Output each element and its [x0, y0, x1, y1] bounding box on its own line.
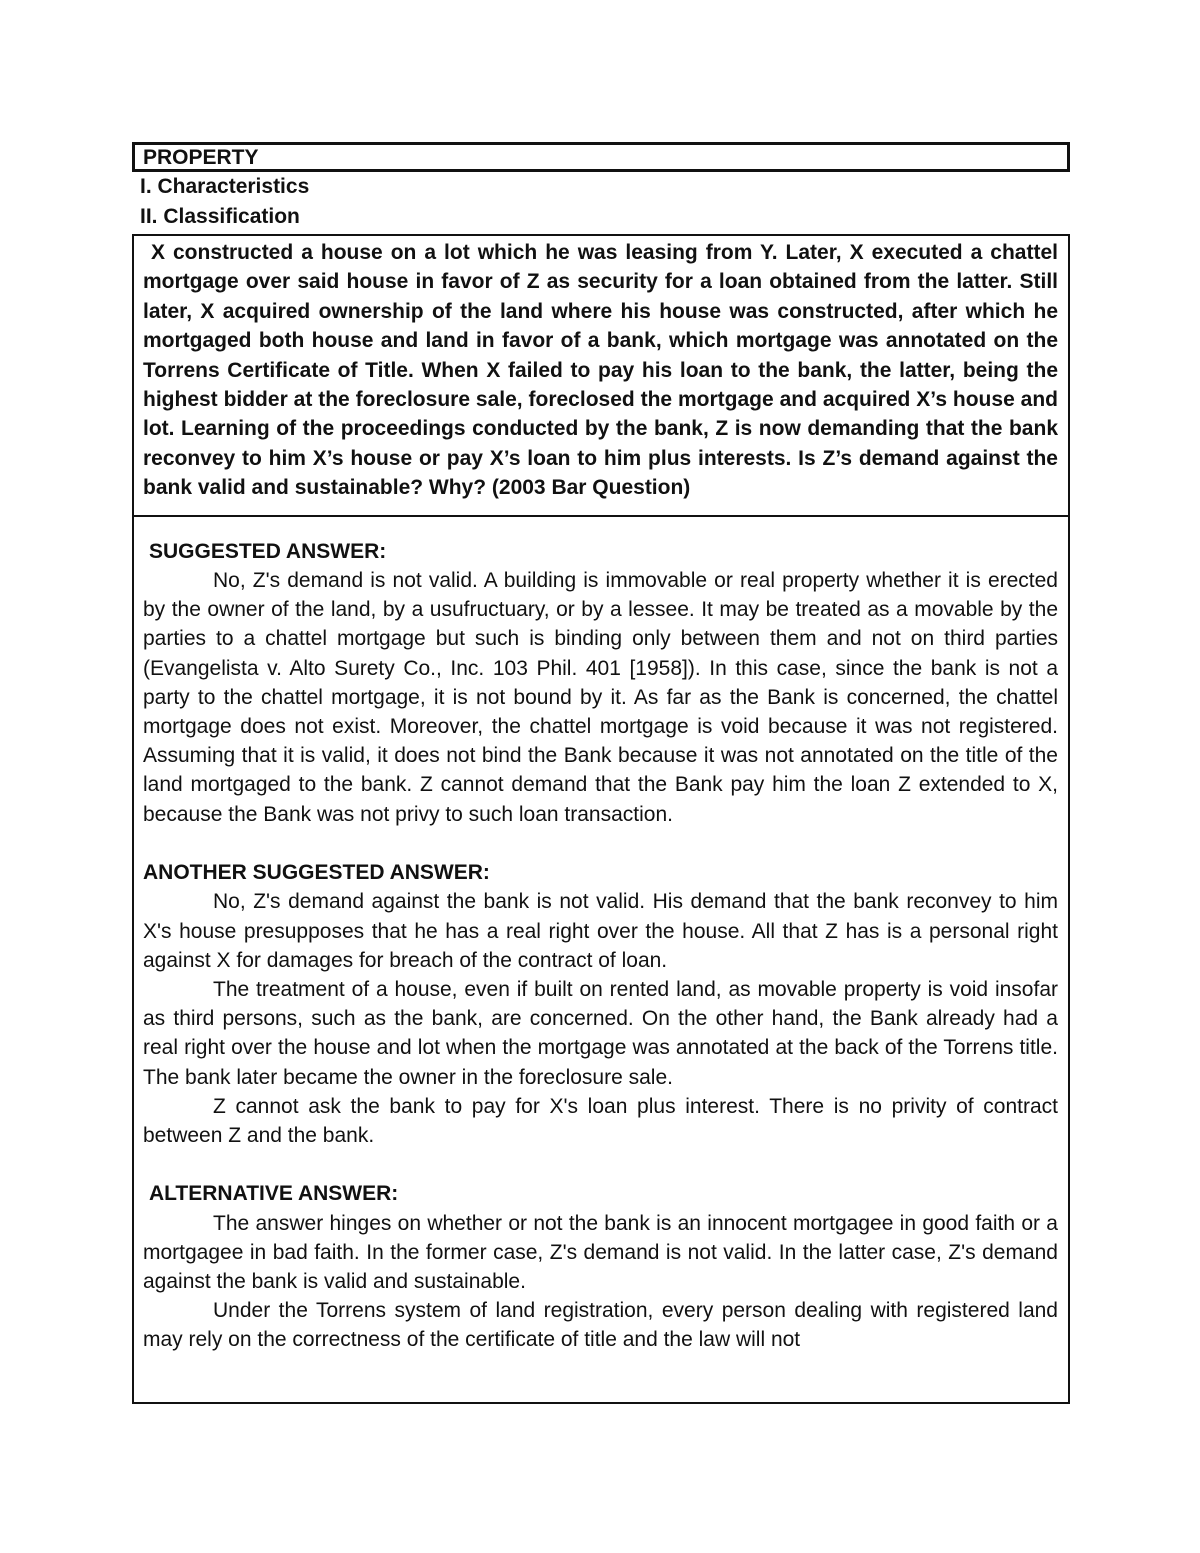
suggested-answer-paragraph: No, Z's demand is not valid. A building is immovable or real property whether it is erected by the owner of the land, by a usufructuary, or by a lessee. It may be treated as a movable by the parties to a chattel mortgage but such is binding only between them and not on third parties (Evangelista v. Alto Surety Co., Inc. 103 Phil. 401 [1958]). In this case, since the bank is not a party to the chattel mortgage, it is not bound by it. As far as the Bank is concerned, the chattel mortgage does not exist. Moreover, the chattel mortgage is void because it was not registered. Assuming that it is valid, it does not bind the Bank because it was not annotated on the title of the land mortgaged to the bank. Z cannot demand that the Bank pay him the loan Z extended to X, because the Bank was not privy to such loan transaction.	[143, 569, 1058, 826]
alternative-answer-paragraph-1: The answer hinges on whether or not the bank is an innocent mortgagee in good faith or a mortgagee in bad faith. In the former case, Z's demand is not valid. In the latter case, Z's demand against the bank is valid and sustainable.	[143, 1211, 1058, 1293]
another-answer-paragraph-2: The treatment of a house, even if built on rented land, as movable property is void insofar as third persons, such as the bank, are concerned. On the other hand, the Bank already had a real right over the house and lot when the mortgage was annotated at the back of the Torrens title. The bank later became the owner in the foreclosure sale.	[143, 977, 1058, 1089]
alternative-answer-label: ALTERNATIVE ANSWER:	[149, 1182, 399, 1206]
another-answer-paragraph-1: No, Z's demand against the bank is not valid. His demand that the bank reconvey to him X's house presupposes that he has a real right over the house. All that Z has is a personal right against X for damages for breach of the contract of loan.	[143, 890, 1058, 972]
suggested-answer-label: SUGGESTED ANSWER:	[149, 539, 387, 563]
question-section	[134, 238, 1068, 517]
another-answer-paragraph-3: Z cannot ask the bank to pay for X's loan plus interest. There is no privity of contract between Z and the bank.	[143, 1094, 1058, 1147]
section-title: PROPERTY	[143, 146, 259, 169]
bar-question: X constructed a house on a lot which he was leasing from Y. Later, X executed a chattel mortgage over said house in favor of Z as security for a loan obtained from the latter. Still later, X acquired ownership of the land where his house was constructed, after which he mortgaged both house and land in favor of a bank, which mortgage was annotated on the Torrens Certificate of Title. When X failed to pay his loan to the bank, the latter, being the highest bidder at the foreclosure sale, foreclosed the mortgage and acquired X’s house and lot. Learning of the proceedings conducted by the bank, Z is now demanding that the bank reconvey to him X’s house or pay X’s loan to him plus interests. Is Z’s demand against the bank valid and sustainable? Why? (2003 Bar Question)	[143, 241, 1064, 500]
document-page	[132, 142, 1070, 1404]
another-suggested-answer-label: ANOTHER SUGGESTED ANSWER:	[143, 860, 490, 884]
section-title-box	[132, 142, 1070, 172]
heading-classification: II. Classification	[140, 205, 300, 228]
question-answer-box	[132, 234, 1070, 1404]
alternative-answer-paragraph-2: Under the Torrens system of land registration, every person dealing with registered land may rely on the correctness of the certificate of title and the law will not	[143, 1299, 1058, 1352]
heading-characteristics: I. Characteristics	[140, 175, 310, 198]
